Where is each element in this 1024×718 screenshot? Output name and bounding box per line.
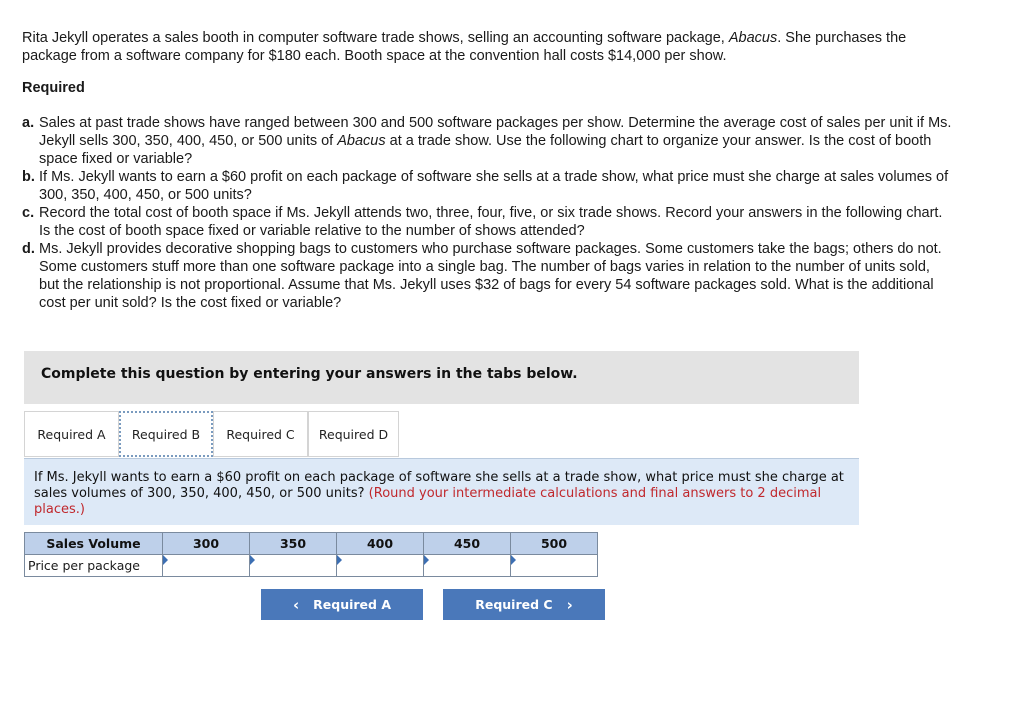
requirement-b-text: If Ms. Jekyll wants to earn a $60 profit on each package of software she sells at a trade show, what price must she charge at sales volumes of 300, 350, 400, 450, or 500 units? <box>39 169 949 203</box>
input-marker-icon <box>250 555 255 565</box>
tab-required-a[interactable]: Required A <box>24 411 119 457</box>
requirement-letter: b. <box>22 169 35 185</box>
price-input-500[interactable] <box>511 556 597 576</box>
requirement-d <box>22 240 952 312</box>
rounding-note: (Round your intermediate calculations and final answers to 2 decimal places.) <box>34 486 822 517</box>
instruction-bar <box>24 351 859 404</box>
question-panel <box>24 458 859 525</box>
tab-required-b[interactable]: Required B <box>119 411 213 457</box>
requirement-d-text: Ms. Jekyll provides decorative shopping bags to customers who purchase software packages. Some customers take the bags; others do not. Some customers stuff more than one software package into a single bag. The number of bags varies in relation to the number of units sold, but the relationship is not proportional. Assume that Ms. Jekyll uses $32 of bags for every 54 software packages sold. What is the additional cost per unit sold? Is the cost fixed or variable? <box>39 241 942 311</box>
table-header-row <box>25 533 598 555</box>
table-row <box>25 555 598 577</box>
next-button-label: Required C <box>475 597 553 612</box>
input-marker-icon <box>511 555 516 565</box>
input-marker-icon <box>163 555 168 565</box>
table-column-header: 500 <box>511 533 598 555</box>
table-column-header: 450 <box>424 533 511 555</box>
price-input-300[interactable] <box>163 556 249 576</box>
table-header-label: Sales Volume <box>25 533 163 555</box>
price-input-400[interactable] <box>337 556 423 576</box>
tab-required-d[interactable]: Required D <box>308 411 399 457</box>
price-cell-400 <box>337 555 424 577</box>
intro-text-start: Rita Jekyll operates a sales booth in computer software trade shows, selling an accounting software package, <box>22 30 729 46</box>
price-cell-350 <box>250 555 337 577</box>
previous-required-a-button[interactable] <box>261 589 423 620</box>
table-column-header: 300 <box>163 533 250 555</box>
previous-button-label: Required A <box>313 597 392 612</box>
requirements-list <box>22 114 952 312</box>
requirement-a-product: Abacus <box>337 133 386 149</box>
tab-required-c[interactable]: Required C <box>213 411 308 457</box>
row-label-price-per-package: Price per package <box>25 555 163 577</box>
panel-question-text: If Ms. Jekyll wants to earn a $60 profit on each package of software she sells at a trade show, what price must she charge at sales volumes of 300, 350, 400, 450, or 500 units? <box>34 470 844 501</box>
answer-table <box>24 532 598 577</box>
requirement-letter: c. <box>22 205 35 221</box>
requirement-b <box>22 168 952 204</box>
requirement-c-text: Record the total cost of booth space if Ms. Jekyll attends two, three, four, five, or six trade shows. Record your answers in the following chart. Is the cost of booth space fixed or variable relative to the number of shows attended? <box>39 205 943 239</box>
required-heading: Required <box>22 80 85 96</box>
price-cell-500 <box>511 555 598 577</box>
price-input-450[interactable] <box>424 556 510 576</box>
input-marker-icon <box>424 555 429 565</box>
next-required-c-button[interactable] <box>443 589 605 620</box>
requirement-c <box>22 204 952 240</box>
requirement-a <box>22 114 952 168</box>
intro-text-end: . She purchases the package from a software company for $180 each. Booth space at the convention hall costs $14,000 per show. <box>22 30 907 64</box>
requirement-letter: a. <box>22 115 35 131</box>
requirement-a-text-start: Sales at past trade shows have ranged between 300 and 500 software packages per show. Determine the average cost of sales per unit if Ms. Jekyll sells 300, 350, 400, 450, or 500 units of <box>39 115 952 149</box>
chevron-left-icon: ‹ <box>292 595 300 614</box>
intro-product-name: Abacus <box>728 30 778 46</box>
price-cell-300 <box>163 555 250 577</box>
price-input-350[interactable] <box>250 556 336 576</box>
problem-intro <box>22 29 962 65</box>
requirement-letter: d. <box>22 241 35 257</box>
price-cell-450 <box>424 555 511 577</box>
requirement-a-text-end: at a trade show. Use the following chart to organize your answer. Is the cost of booth space fixed or variable? <box>39 133 932 167</box>
input-marker-icon <box>337 555 342 565</box>
chevron-right-icon: › <box>566 595 573 614</box>
instruction-text: Complete this question by entering your answers in the tabs below. <box>41 366 578 382</box>
table-column-header: 350 <box>250 533 337 555</box>
table-column-header: 400 <box>337 533 424 555</box>
